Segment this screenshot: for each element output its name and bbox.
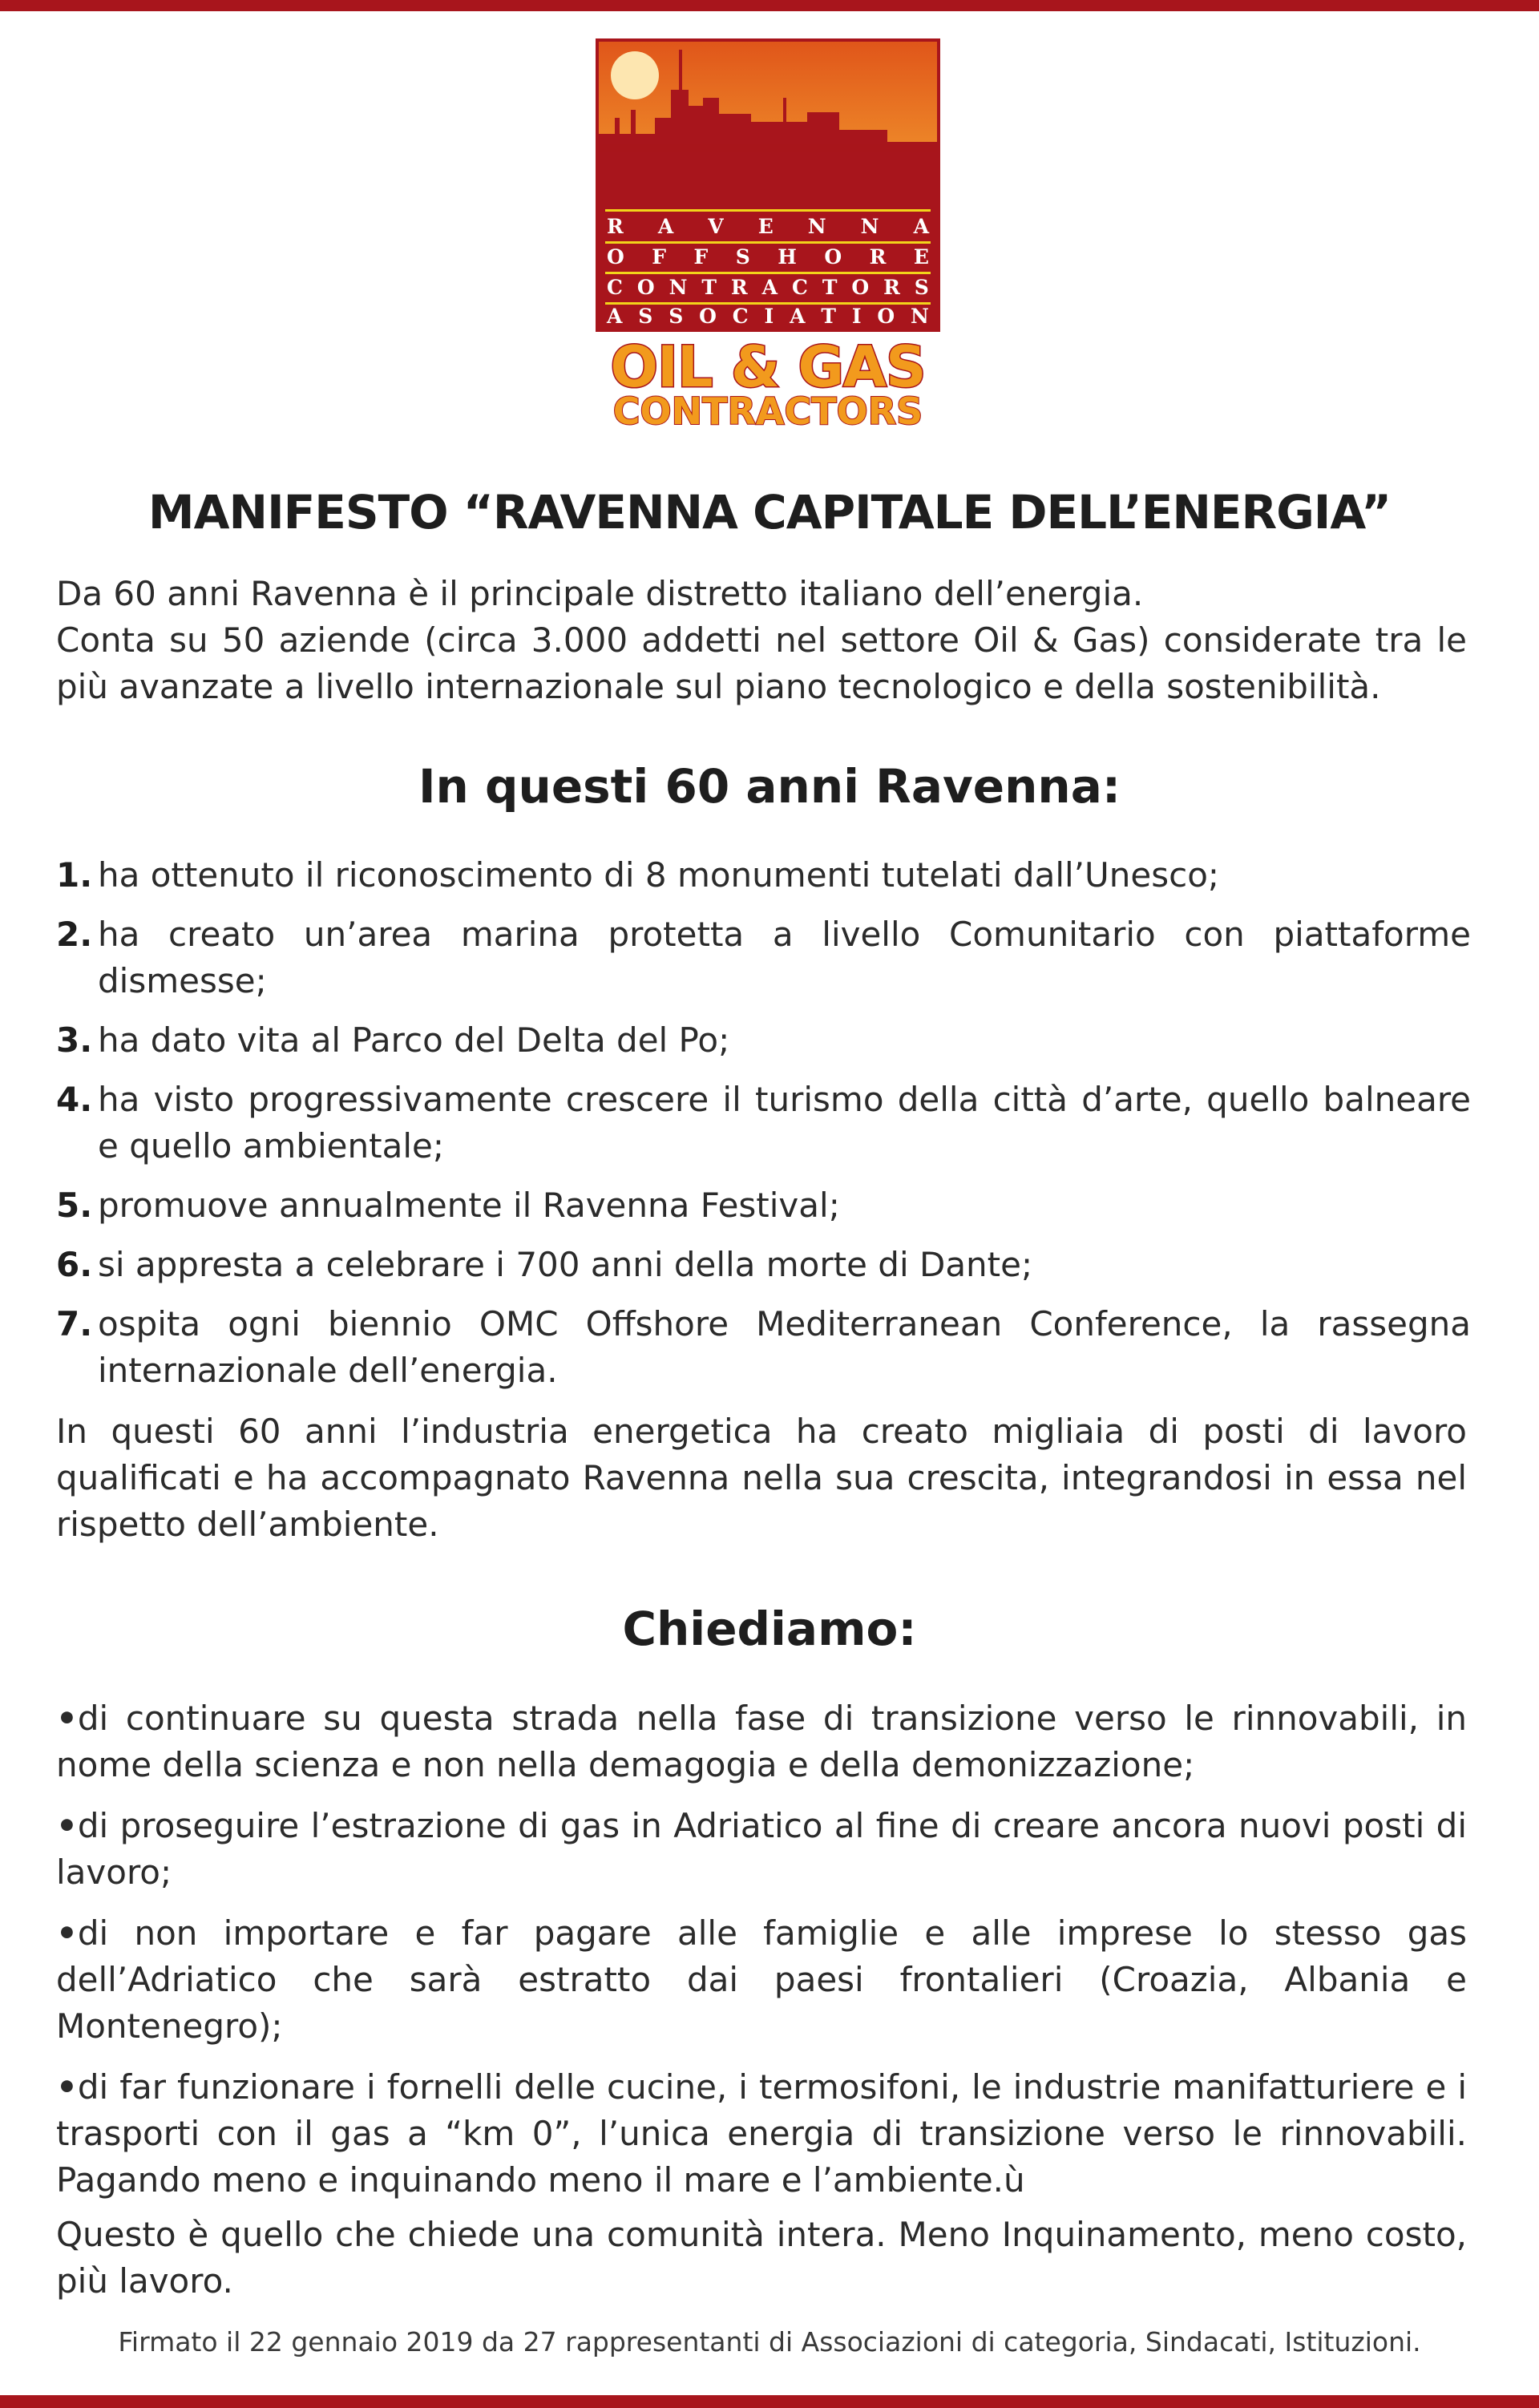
achievement-text: ha visto progressivamente crescere il turismo della città d’arte, quello balneare e quello ambientale; (98, 1080, 1471, 1166)
logo-letter: O (699, 305, 717, 328)
sun-icon (611, 51, 659, 99)
achievement-number: 3. (56, 1020, 93, 1060)
closing-paragraph: Questo è quello che chiede una comunità intera. Meno Inquinamento, meno costo, più lavoro. (56, 2215, 1467, 2301)
logo-letter: S (669, 305, 684, 328)
request-item (56, 1910, 1467, 2050)
achievement-text: ha ottenuto il riconoscimento di 8 monumenti tutelati dall’Unesco; (98, 855, 1220, 895)
achievement-number: 1. (56, 855, 93, 895)
logo-letter: O (607, 245, 624, 269)
logo-letter: A (913, 215, 929, 238)
request-text: di proseguire l’estrazione di gas in Adriatico al fine di creare ancora nuovi posti di lavoro; (56, 1806, 1467, 1892)
intro-line-1: Da 60 anni Ravenna è il principale distretto italiano dell’energia. (56, 574, 1144, 613)
logo-brand-oil-gas: OIL & GAS (610, 334, 926, 400)
achievement-item (56, 852, 1471, 899)
logo-letter: E (913, 245, 929, 269)
achievement-text: ha dato vita al Parco del Delta del Po; (98, 1020, 730, 1060)
achievement-item (56, 1242, 1471, 1288)
achievements-list (56, 852, 1471, 1407)
logo-letter: N (807, 215, 826, 238)
logo-letter: A (761, 276, 778, 299)
logo-letter: O (636, 276, 655, 299)
logo-letter: C (791, 276, 808, 299)
request-item (56, 1803, 1467, 1896)
logo-letter: C (732, 305, 749, 328)
bullet-icon: • (56, 1806, 78, 1845)
logo-letter: H (778, 245, 797, 269)
achievement-text: si appresta a celebrare i 700 anni della morte di Dante; (98, 1245, 1033, 1284)
logo-letter: R (730, 276, 748, 299)
logo-letter: I (764, 305, 774, 328)
logo-letter: O (824, 245, 842, 269)
logo-letter: N (911, 305, 929, 328)
logo-letter: E (757, 215, 774, 238)
section-heading-requests: Chiediamo: (622, 1602, 917, 1656)
request-item (56, 1695, 1467, 1788)
logo-rule (605, 272, 931, 274)
logo-letter: S (914, 276, 929, 299)
logo-letter: R (869, 245, 887, 269)
logo-letter: R (607, 215, 624, 238)
achievement-number: 7. (56, 1304, 93, 1343)
logo-letter: T (701, 276, 717, 299)
logo-letter: O (851, 276, 870, 299)
logo-letter: S (638, 305, 653, 328)
logo-letter: R (883, 276, 900, 299)
logo-letter: N (669, 276, 688, 299)
request-text: di far funzionare i fornelli delle cucine, i termosifoni, le industrie manifatturiere e i trasporti con il gas a “km 0”, l’unica energia di transizione verso le rinnovabili. Pagando meno e inquinando meno il mare e l’ambiente.ù (56, 2067, 1467, 2200)
achievement-item (56, 1077, 1471, 1170)
logo-letter: A (657, 215, 674, 238)
page-title: MANIFESTO “RAVENNA CAPITALE DELL’ENERGIA” (147, 485, 1392, 539)
industry-paragraph: In questi 60 anni l’industria energetica ha creato migliaia di posti di lavoro qualificati e ha accompagnato Ravenna nella sua crescita, integrandosi in essa nel rispetto dell’ambiente. (56, 1412, 1467, 1544)
logo-letter: O (877, 305, 895, 328)
intro-line-2: Conta su 50 aziende (circa 3.000 addetti nel settore Oil & Gas) considerate tra le più avanzate a livello internazionale sul piano tecnologico e della sostenibilità. (56, 620, 1467, 706)
logo-word-ravenna (607, 214, 929, 240)
achievement-item (56, 1301, 1471, 1394)
logo-word-association (607, 304, 929, 329)
logo-letter: N (860, 215, 879, 238)
achievement-number: 6. (56, 1245, 93, 1284)
request-item (56, 2064, 1467, 2204)
logo-letter: A (790, 305, 806, 328)
achievement-item (56, 1017, 1471, 1064)
logo-letter: T (821, 305, 836, 328)
achievement-text: ha creato un’area marina protetta a livello Comunitario con piattaforme dismesse; (98, 915, 1471, 1000)
request-text: di non importare e far pagare alle famiglie e alle imprese lo stesso gas dell’Adriatico che sarà estratto dai paesi frontalieri (Croazia, Albania e Montenegro); (56, 1913, 1467, 2046)
logo-letter: V (708, 215, 724, 238)
logo-brand-contractors: CONTRACTORS (612, 390, 923, 433)
achievement-item (56, 1182, 1471, 1229)
bottom-border-bar (0, 2395, 1539, 2408)
requests-list (56, 1695, 1467, 2218)
logo-letter: C (607, 276, 623, 299)
achievement-number: 5. (56, 1186, 93, 1225)
logo-letter: F (652, 245, 667, 269)
section-heading-achievements: In questi 60 anni Ravenna: (418, 759, 1121, 814)
achievement-number: 4. (56, 1080, 93, 1119)
bullet-icon: • (56, 2067, 78, 2107)
logo-letter: S (735, 245, 750, 269)
logo-letter: I (851, 305, 862, 328)
logo-letter: F (693, 245, 709, 269)
achievement-text: promuove annualmente il Ravenna Festival; (98, 1186, 840, 1225)
top-border-bar (0, 0, 1539, 11)
logo-word-contractors (607, 275, 929, 301)
logo-rule (605, 209, 931, 212)
request-text: di continuare su questa strada nella fase di transizione verso le rinnovabili, in nome della scienza e non nella demagogia e della demonizzazione; (56, 1699, 1467, 1784)
achievement-item (56, 911, 1471, 1004)
achievement-text: ospita ogni biennio OMC Offshore Mediterranean Conference, la rassegna internazionale dell’energia. (98, 1304, 1471, 1390)
logo-letter: T (822, 276, 838, 299)
bullet-icon: • (56, 1699, 78, 1738)
logo-word-offshore (607, 244, 929, 270)
logo-letter: A (607, 305, 623, 328)
signature-footer: Firmato il 22 gennaio 2019 da 27 rappresentanti di Associazioni di categoria, Sindacati, Istituzioni. (118, 2326, 1421, 2357)
association-logo (596, 38, 940, 433)
logo-emblem (596, 38, 940, 332)
bullet-icon: • (56, 1913, 78, 1953)
logo-rule (605, 241, 931, 244)
achievement-number: 2. (56, 915, 93, 954)
